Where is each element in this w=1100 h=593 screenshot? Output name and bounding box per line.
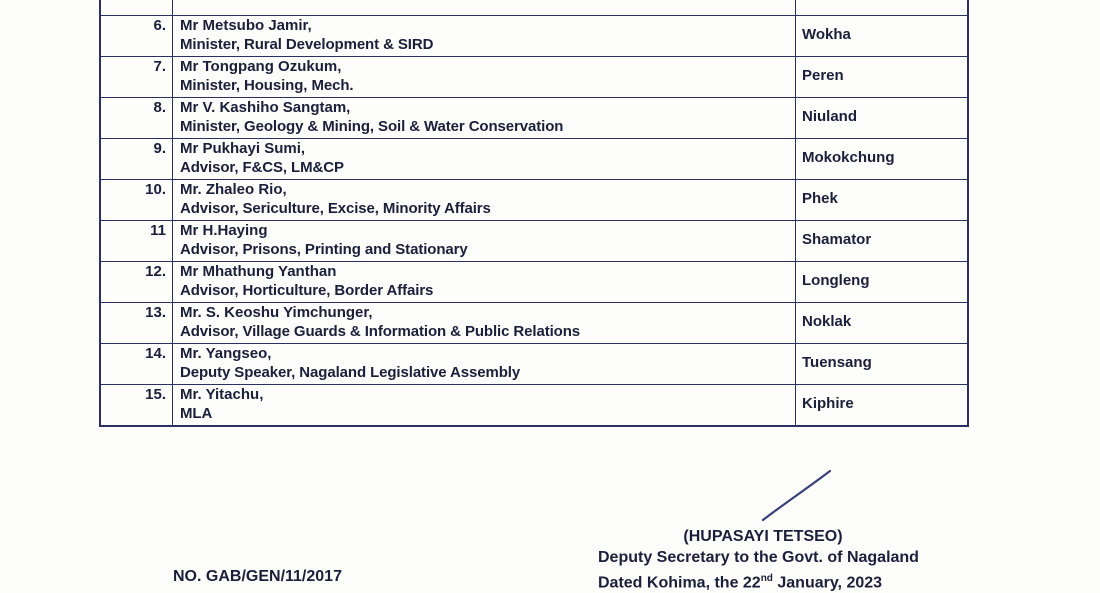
table-row bbox=[101, 302, 967, 343]
member-name: Mr. Yitachu, bbox=[180, 386, 264, 403]
reference-number: NO. GAB/GEN/11/2017 bbox=[173, 568, 342, 585]
row-place: Niuland bbox=[802, 108, 857, 125]
row-description bbox=[173, 98, 796, 138]
row-number: 9. bbox=[101, 139, 173, 179]
member-role: Advisor, F&CS, LM&CP bbox=[180, 159, 344, 176]
member-name: Mr V. Kashiho Sangtam, bbox=[180, 99, 351, 116]
row-place: Tuensang bbox=[802, 354, 872, 371]
row-number: 13. bbox=[101, 303, 173, 343]
member-role: Deputy Speaker, Nagaland Legislative Assembly bbox=[180, 364, 521, 381]
signature-date: Dated Kohima, the 22nd January, 2023 bbox=[598, 573, 883, 592]
row-number: 8. bbox=[101, 98, 173, 138]
table-row bbox=[101, 261, 967, 302]
row-description bbox=[173, 0, 796, 15]
table-row bbox=[101, 343, 967, 384]
row-place bbox=[796, 0, 967, 15]
row-place: Shamator bbox=[802, 231, 872, 248]
member-name: Mr Metsubo Jamir, bbox=[180, 17, 312, 34]
member-role: Advisor, Prisons, Printing and Stationary bbox=[180, 241, 468, 258]
row-description bbox=[173, 57, 796, 97]
member-name: Mr. S. Keoshu Yimchunger, bbox=[180, 304, 373, 321]
row-number: 7. bbox=[101, 57, 173, 97]
signature-block bbox=[598, 526, 978, 593]
row-place: Phek bbox=[802, 190, 838, 207]
member-role: Advisor, Village Guards & Information & Public Relations bbox=[180, 323, 581, 340]
row-description bbox=[173, 180, 796, 220]
signature-mark bbox=[760, 468, 840, 528]
table-row bbox=[101, 138, 967, 179]
table-row-partial bbox=[101, 0, 967, 15]
member-name: Mr H.Haying bbox=[180, 222, 268, 239]
member-role: Advisor, Sericulture, Excise, Minority Affairs bbox=[180, 200, 491, 217]
table-row bbox=[101, 384, 967, 425]
row-number: 12. bbox=[101, 262, 173, 302]
member-role: Advisor, Horticulture, Border Affairs bbox=[180, 282, 434, 299]
row-place: Wokha bbox=[802, 26, 851, 43]
table-row bbox=[101, 179, 967, 220]
member-name: Mr Pukhayi Sumi, bbox=[180, 140, 306, 157]
member-name: Mr. Yangseo, bbox=[180, 345, 272, 362]
row-description bbox=[173, 303, 796, 343]
member-name: Mr Tongpang Ozukum, bbox=[180, 58, 342, 75]
row-description bbox=[173, 262, 796, 302]
table-row bbox=[101, 97, 967, 138]
row-description bbox=[173, 385, 796, 425]
row-place: Kiphire bbox=[802, 395, 854, 412]
member-role: Minister, Housing, Mech. bbox=[180, 77, 354, 94]
table-row bbox=[101, 56, 967, 97]
member-name: Mr Mhathung Yanthan bbox=[180, 263, 337, 280]
signatory-name: (HUPASAYI TETSEO) bbox=[683, 528, 843, 545]
ministers-table bbox=[99, 0, 969, 427]
member-role: MLA bbox=[180, 405, 213, 422]
row-number: 15. bbox=[101, 385, 173, 425]
row-number: 6. bbox=[101, 16, 173, 56]
row-place: Peren bbox=[802, 67, 844, 84]
row-description bbox=[173, 221, 796, 261]
row-place: Noklak bbox=[802, 313, 852, 330]
member-role: Minister, Geology & Mining, Soil & Water Conservation bbox=[180, 118, 564, 135]
row-number: 14. bbox=[101, 344, 173, 384]
row-number: 10. bbox=[101, 180, 173, 220]
row-description bbox=[173, 16, 796, 56]
row-description bbox=[173, 344, 796, 384]
member-name: Mr. Zhaleo Rio, bbox=[180, 181, 287, 198]
member-role: Minister, Rural Development & SIRD bbox=[180, 36, 434, 53]
row-number bbox=[101, 0, 173, 15]
row-description bbox=[173, 139, 796, 179]
signatory-title: Deputy Secretary to the Govt. of Nagaland bbox=[598, 549, 919, 566]
row-place: Longleng bbox=[802, 272, 870, 289]
row-number: 11 bbox=[101, 221, 173, 261]
table-row bbox=[101, 15, 967, 56]
row-place: Mokokchung bbox=[802, 149, 895, 166]
table-row bbox=[101, 220, 967, 261]
